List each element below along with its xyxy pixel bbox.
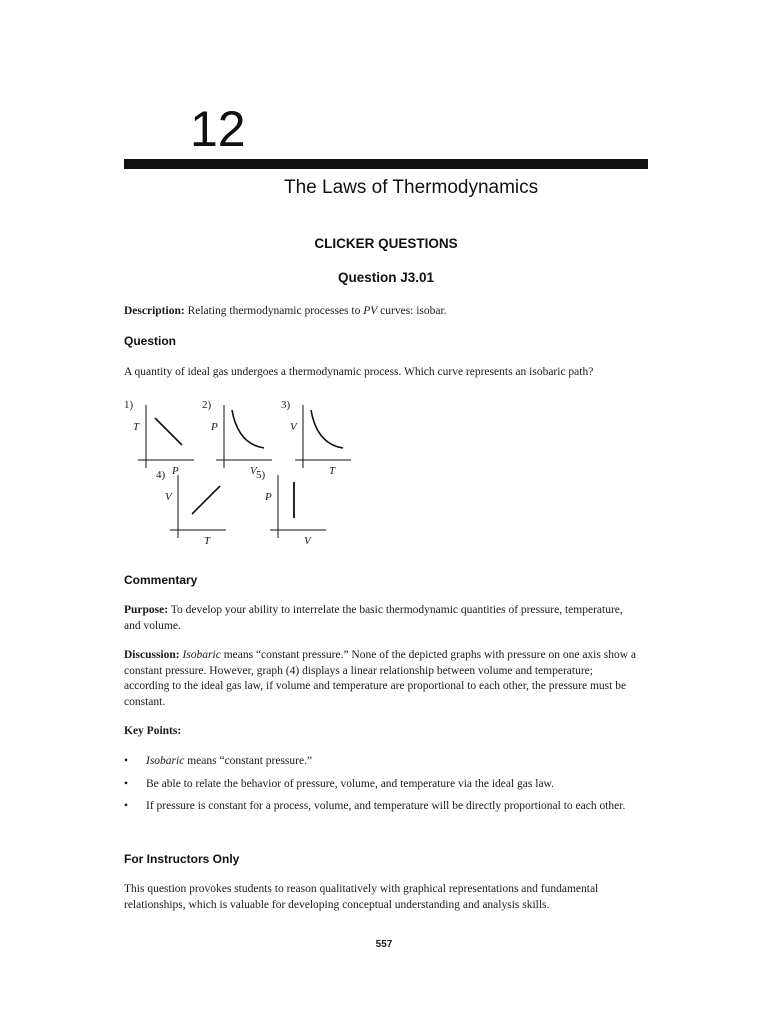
list-item	[124, 799, 638, 815]
description	[124, 304, 638, 320]
question-heading: Question	[124, 334, 177, 348]
question-text: A quantity of ideal gas undergoes a thermodynamic process. Which curve represents an isobaric path?	[124, 366, 594, 378]
discussion-paragraph	[124, 648, 638, 710]
description-italic: PV	[363, 305, 378, 317]
curve-line	[311, 410, 343, 448]
chapter-number: 12	[190, 101, 246, 157]
bullet-glyph: •	[124, 777, 129, 790]
discussion-text: means “constant pressure.” None of the depicted graphs with pressure on one axis show a constant pressure. However, graph (4) displays a linear relationship between volume and temperature; according to the ideal gas law, if volume and temperature are proportional to each other, the pressure must be constant.	[124, 649, 636, 708]
graph-number: 5)	[256, 469, 266, 481]
question-id: Question J3.01	[337, 270, 435, 285]
graph-options	[118, 400, 378, 550]
description-text-before: Relating thermodynamic processes to	[184, 305, 364, 317]
list-item	[124, 754, 638, 770]
key-points-list	[124, 754, 638, 822]
key-point-text: If pressure is constant for a process, volume, and temperature will be directly proportional to each other.	[146, 800, 626, 812]
graph-number: 3)	[281, 400, 291, 411]
commentary-heading: Commentary	[124, 573, 198, 587]
key-points-label: Key Points:	[124, 725, 182, 737]
y-axis-label: P	[211, 421, 218, 433]
curve-line	[192, 486, 220, 514]
instructors-heading: For Instructors Only	[124, 852, 240, 866]
bullet-glyph: •	[124, 800, 129, 812]
curve-line	[232, 410, 264, 448]
key-point-text: means “constant pressure.”	[184, 755, 313, 767]
y-axis-label: V	[290, 421, 297, 433]
purpose-text: To develop your ability to interrelate the basic thermodynamic quantities of pressure, temperature, and volume.	[124, 604, 623, 632]
graph-option	[124, 400, 194, 477]
purpose-label: Purpose:	[124, 604, 169, 616]
graph-option	[156, 469, 226, 547]
y-axis-label: T	[133, 421, 140, 433]
chapter-title: The Laws of Thermodynamics	[284, 177, 539, 198]
chapter-rule	[124, 159, 648, 169]
list-item	[124, 777, 638, 793]
discussion-label: Discussion:	[124, 649, 180, 661]
y-axis-label: V	[165, 491, 172, 503]
graph-number: 4)	[156, 469, 166, 481]
y-axis-label: P	[265, 491, 272, 503]
page-number: 557	[375, 939, 393, 950]
description-text-after: curves: isobar.	[377, 305, 447, 317]
section-heading: CLICKER QUESTIONS	[314, 236, 458, 251]
graph-option	[202, 400, 272, 477]
x-axis-label: T	[204, 535, 211, 547]
graph-option	[256, 469, 326, 547]
graph-option	[281, 400, 351, 477]
x-axis-label: T	[329, 465, 336, 477]
key-point-italic: Isobaric	[146, 755, 185, 767]
description-label: Description:	[124, 305, 185, 317]
x-axis-label: V	[304, 535, 311, 547]
x-axis-label: P	[172, 465, 179, 477]
curve-line	[155, 418, 182, 445]
instructors-text: This question provokes students to reason qualitatively with graphical representations and fundamental relationships, which is valuable for developing conceptual understanding and analysis skills.	[124, 883, 599, 911]
key-point-text: Be able to relate the behavior of pressure, volume, and temperature via the ideal gas law.	[146, 777, 554, 790]
graph-number: 1)	[124, 400, 134, 411]
purpose-paragraph	[124, 603, 638, 634]
graph-number: 2)	[202, 400, 212, 411]
discussion-italic: Isobaric	[182, 649, 221, 661]
x-axis-label: V	[250, 465, 257, 477]
bullet-glyph: •	[124, 755, 129, 767]
